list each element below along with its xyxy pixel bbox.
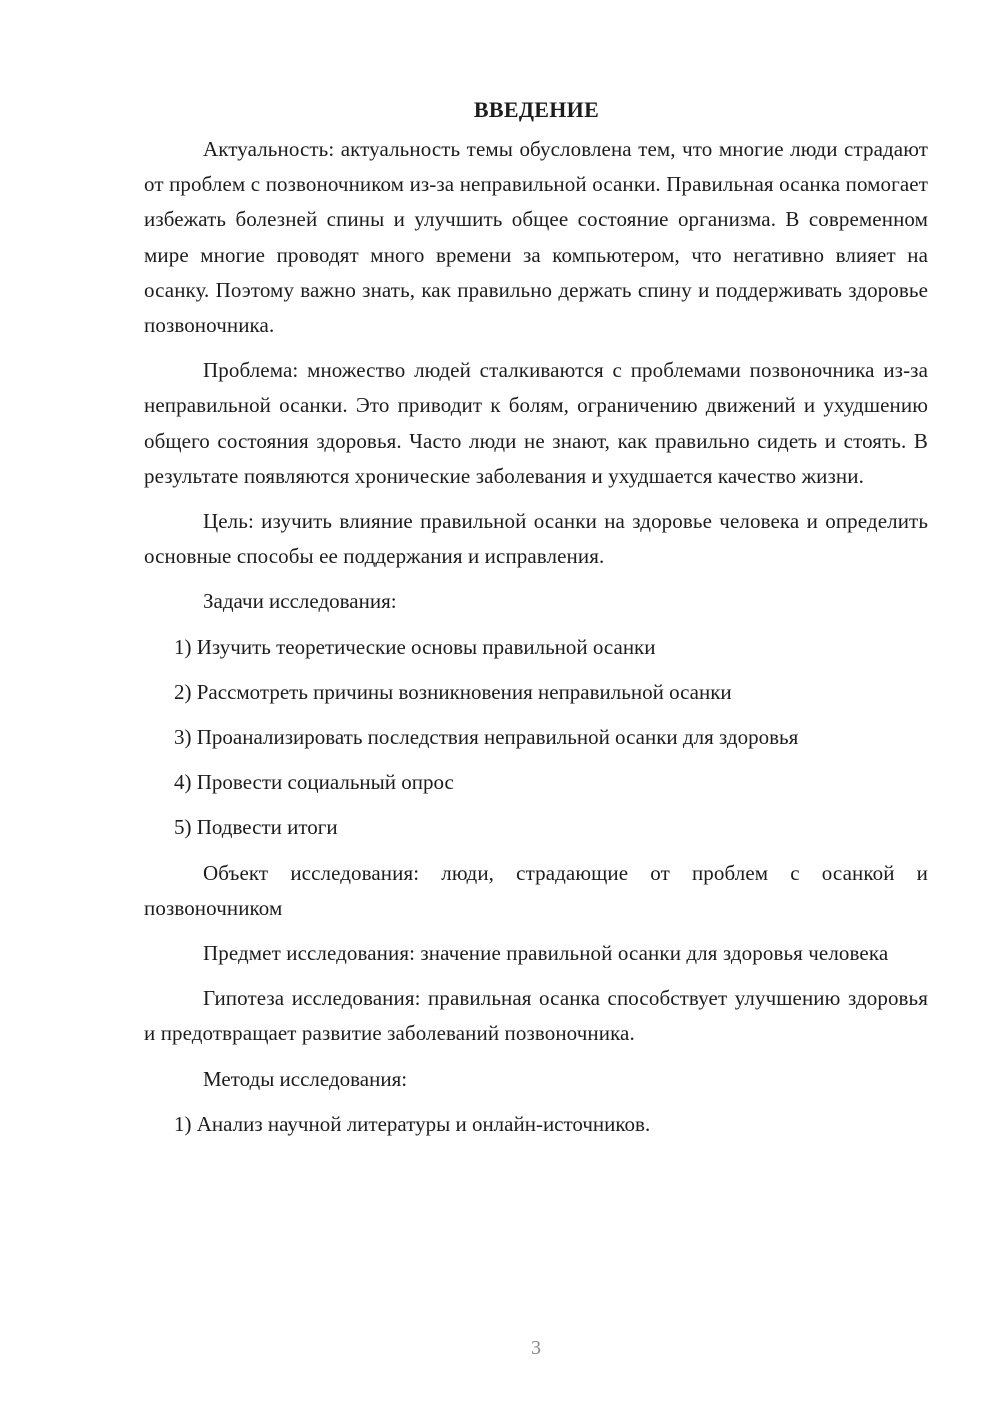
list-item: 1) Анализ научной литературы и онлайн-источников. (174, 1111, 651, 1136)
tasks-list (144, 630, 928, 846)
methods-heading: Методы исследования: (203, 1066, 408, 1091)
goal-paragraph: Цель: изучить влияние правильной осанки на здоровье человека и определить основные способы ее поддержания и исправления. (144, 509, 928, 569)
list-item: 2) Рассмотреть причины возникновения неправильной осанки (174, 679, 732, 704)
relevance-paragraph: Актуальность: актуальность темы обусловлена тем, что многие люди страдают от проблем с позвоночником из-за неправильной осанки. Правильная осанка помогает избежать болезней спины и улучшить общее состояние организма. В современном мире многие проводят много времени за компьютером, что негативно влияет на осанку. Поэтому важно знать, как правильно держать спину и поддерживать здоровье позвоночника. (144, 137, 928, 338)
list-item: 5) Подвести итоги (174, 815, 338, 840)
list-item: 1) Изучить теоретические основы правильной осанки (174, 634, 656, 659)
document-page (144, 92, 928, 1152)
list-item: 3) Проанализировать последствия неправильной осанки для здоровья (174, 725, 799, 750)
problem-paragraph: Проблема: множество людей сталкиваются с проблемами позвоночника из-за неправильной осанки. Это приводит к болям, ограничению движений и ухудшению общего состояния здоровья. Часто люди не знают, как правильно сидеть и стоять. В результате появляются хронические заболевания и ухудшается качество жизни. (144, 358, 928, 488)
subject-paragraph: Предмет исследования: значение правильной осанки для здоровья человека (203, 941, 889, 966)
hypothesis-paragraph: Гипотеза исследования: правильная осанка способствует улучшению здоровья и предотвращает развитие заболеваний позвоночника. (144, 986, 928, 1046)
object-paragraph: Объект исследования: люди, страдающие от проблем с осанкой и позвоночником (144, 860, 928, 920)
page-number: 3 (531, 1337, 541, 1359)
tasks-heading: Задачи исследования: (203, 589, 397, 614)
methods-list (144, 1107, 928, 1142)
page-title: ВВЕДЕНИЕ (473, 97, 600, 122)
list-item: 4) Провести социальный опрос (174, 770, 454, 795)
